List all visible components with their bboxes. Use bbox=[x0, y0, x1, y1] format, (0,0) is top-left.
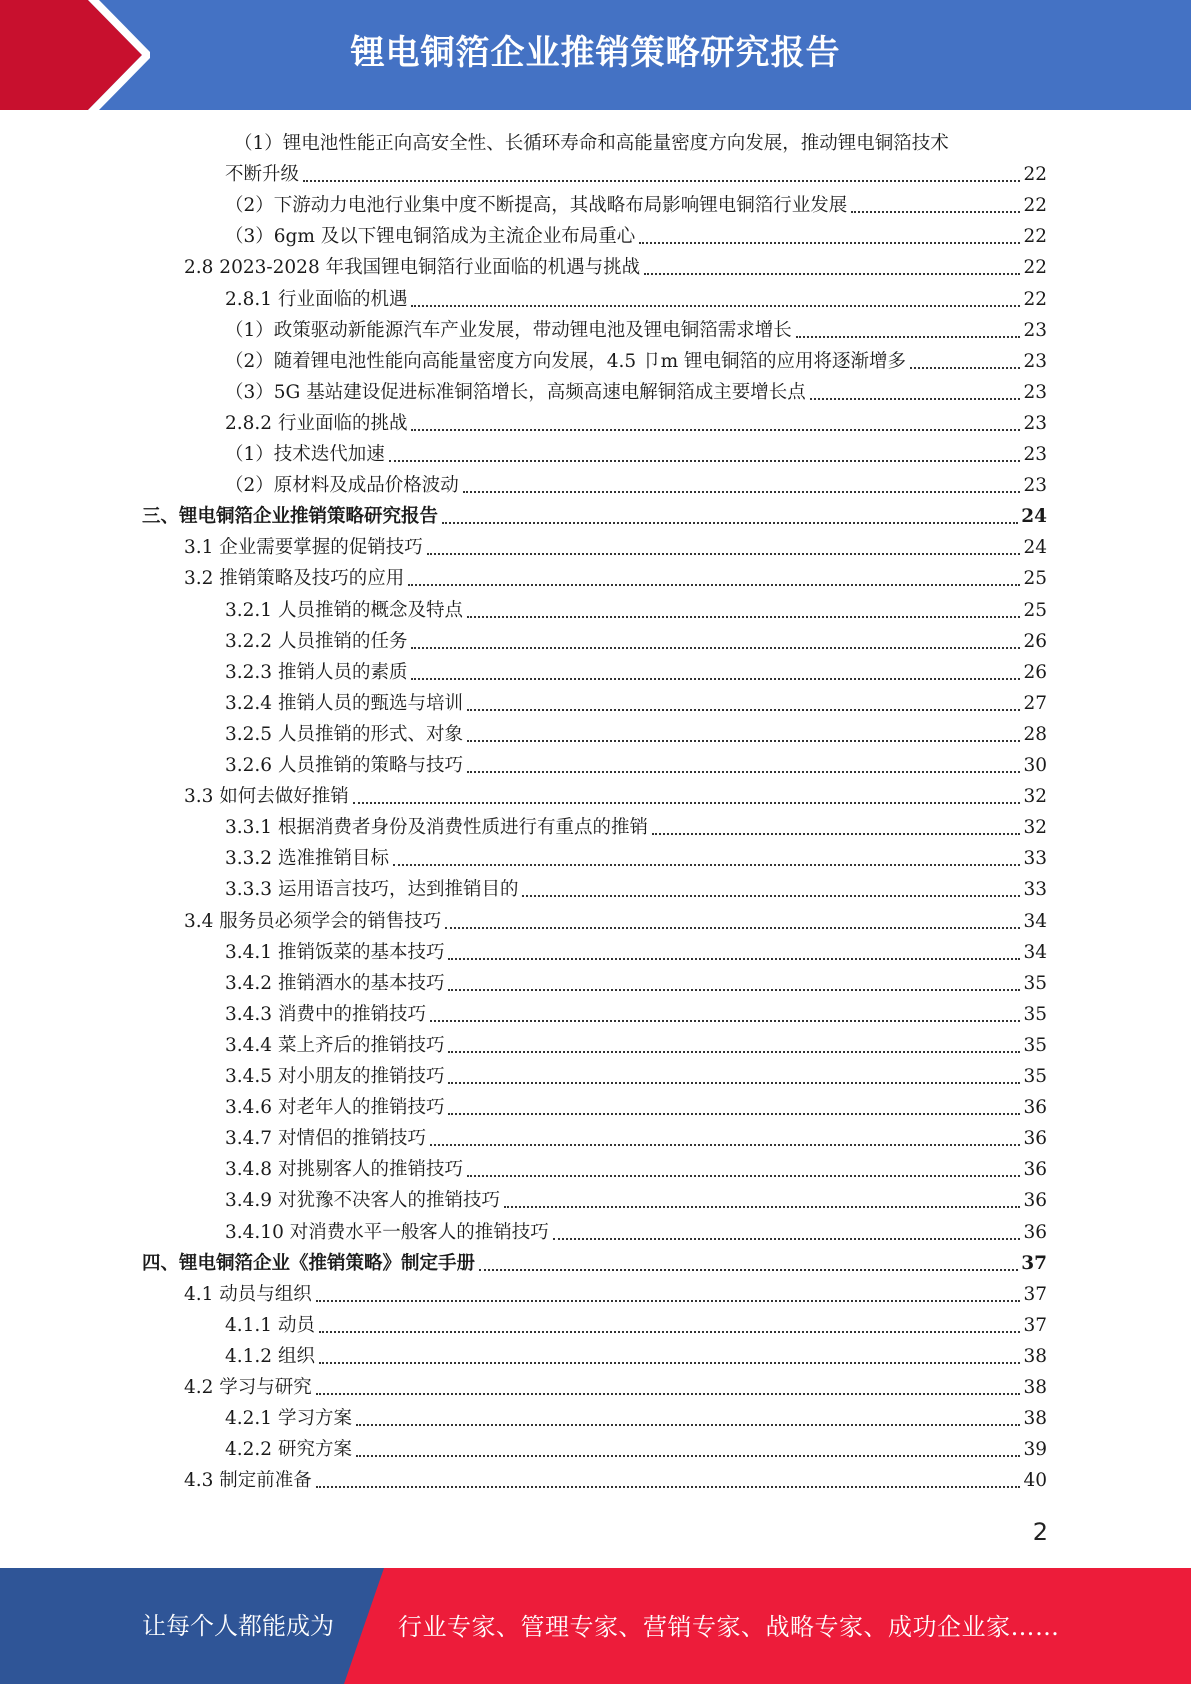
toc-entry-label: 3.2.1 人员推销的概念及特点 bbox=[225, 600, 463, 621]
dot-leader bbox=[851, 211, 1020, 213]
toc-entry[interactable] bbox=[225, 1219, 1047, 1247]
dot-leader bbox=[796, 336, 1021, 338]
toc-entry[interactable] bbox=[225, 1125, 1047, 1153]
footer-slogan-right: 行业专家、管理专家、营销专家、战略专家、成功企业家…… bbox=[398, 1613, 1060, 1641]
toc-entry-page: 33 bbox=[1023, 848, 1047, 869]
toc-entry-page: 23 bbox=[1023, 382, 1047, 403]
dot-leader bbox=[411, 305, 1020, 307]
toc-entry-label: 3.4.1 推销饭菜的基本技巧 bbox=[225, 942, 445, 963]
toc-entry[interactable] bbox=[225, 379, 1047, 407]
toc-entry-label: 3.4.7 对情侣的推销技巧 bbox=[225, 1128, 426, 1149]
toc-entry[interactable] bbox=[184, 534, 1047, 562]
dot-leader bbox=[639, 242, 1020, 244]
toc-entry-label: 3.4.9 对犹豫不决客人的推销技巧 bbox=[225, 1190, 500, 1211]
toc-entry-page: 25 bbox=[1023, 568, 1047, 589]
toc-entry-page: 26 bbox=[1023, 631, 1047, 652]
toc-entry[interactable] bbox=[184, 1281, 1047, 1309]
dot-leader bbox=[389, 460, 1021, 462]
page-header bbox=[0, 0, 1191, 110]
dot-leader bbox=[448, 958, 1020, 960]
toc-entry[interactable] bbox=[225, 1405, 1047, 1433]
toc-entry-page: 28 bbox=[1023, 724, 1047, 745]
toc-entry-label: 3.2.4 推销人员的甄选与培训 bbox=[225, 693, 463, 714]
toc-entry[interactable] bbox=[225, 1063, 1047, 1091]
toc-entry[interactable] bbox=[184, 1374, 1047, 1402]
toc-entry[interactable] bbox=[225, 970, 1047, 998]
toc-entry[interactable] bbox=[225, 1187, 1047, 1215]
dot-leader bbox=[448, 1113, 1020, 1115]
dot-leader bbox=[479, 1269, 1018, 1271]
toc-entry-page: 23 bbox=[1023, 444, 1047, 465]
toc-entry-label: （1）技术迭代加速 bbox=[225, 444, 385, 465]
dot-leader bbox=[319, 1331, 1021, 1333]
dot-leader bbox=[408, 584, 1020, 586]
toc-entry-label: 3.2 推销策略及技巧的应用 bbox=[184, 568, 405, 589]
toc-entry-page: 32 bbox=[1023, 817, 1047, 838]
dot-leader bbox=[467, 771, 1020, 773]
dot-leader bbox=[448, 1051, 1020, 1053]
toc-entry-page: 30 bbox=[1023, 755, 1047, 776]
toc-entry-page: 36 bbox=[1023, 1190, 1047, 1211]
page-number: 2 bbox=[1032, 1518, 1048, 1546]
toc-entry[interactable] bbox=[184, 565, 1047, 593]
toc-entry-label: 3.4.2 推销酒水的基本技巧 bbox=[225, 973, 445, 994]
toc-entry-label: 四、锂电铜箔企业《推销策略》制定手册 bbox=[142, 1253, 476, 1274]
dot-leader bbox=[393, 864, 1020, 866]
toc-entry-page: 35 bbox=[1023, 1035, 1047, 1056]
dot-leader bbox=[467, 1175, 1020, 1177]
toc-entry-page: 35 bbox=[1023, 973, 1047, 994]
toc-entry-page: 25 bbox=[1023, 600, 1047, 621]
toc-entry[interactable] bbox=[225, 876, 1047, 904]
toc-entry-page: 36 bbox=[1023, 1222, 1047, 1243]
header-title: 锂电铜箔企业推销策略研究报告 bbox=[350, 33, 841, 73]
toc-entry-page: 36 bbox=[1023, 1159, 1047, 1180]
dot-leader bbox=[644, 273, 1020, 275]
toc-entry-label: 4.1.2 组织 bbox=[225, 1346, 315, 1367]
toc-entry-label: 4.1 动员与组织 bbox=[184, 1284, 312, 1305]
toc-entry[interactable] bbox=[225, 845, 1047, 873]
dot-leader bbox=[553, 1238, 1021, 1240]
dot-leader bbox=[356, 1424, 1021, 1426]
toc-entry[interactable] bbox=[225, 223, 1047, 251]
toc-entry-page: 22 bbox=[1023, 195, 1047, 216]
toc-entry-label: 3.3.3 运用语言技巧，达到推销目的 bbox=[225, 879, 519, 900]
dot-leader bbox=[316, 1486, 1021, 1488]
toc-entry-page: 23 bbox=[1023, 413, 1047, 434]
dot-leader bbox=[316, 1393, 1021, 1395]
toc-entry-label: 2.8.2 行业面临的挑战 bbox=[225, 413, 408, 434]
dot-leader bbox=[353, 802, 1021, 804]
toc-entry-page: 23 bbox=[1023, 475, 1047, 496]
dot-leader bbox=[504, 1206, 1020, 1208]
dot-leader bbox=[316, 1300, 1021, 1302]
toc-entry-page: 39 bbox=[1023, 1439, 1047, 1460]
toc-entry[interactable] bbox=[225, 659, 1047, 687]
toc-entry-page: 23 bbox=[1023, 351, 1047, 372]
toc-entry[interactable] bbox=[142, 1250, 1047, 1278]
toc-entry[interactable] bbox=[225, 1001, 1047, 1029]
toc-entry-page: 38 bbox=[1023, 1346, 1047, 1367]
toc-entry[interactable] bbox=[225, 317, 1047, 345]
toc-entry-page: 23 bbox=[1023, 320, 1047, 341]
dot-leader bbox=[910, 367, 1020, 369]
toc-entry[interactable] bbox=[225, 1436, 1047, 1464]
dot-leader bbox=[522, 895, 1020, 897]
toc-entry[interactable] bbox=[225, 721, 1047, 749]
toc-entry[interactable] bbox=[225, 441, 1047, 469]
toc-entry-label: 3.2.6 人员推销的策略与技巧 bbox=[225, 755, 463, 776]
dot-leader bbox=[411, 678, 1020, 680]
dot-leader bbox=[427, 553, 1021, 555]
toc-entry[interactable] bbox=[225, 752, 1047, 780]
toc-entry[interactable] bbox=[225, 690, 1047, 718]
dot-leader bbox=[463, 491, 1021, 493]
toc-entry[interactable] bbox=[225, 1094, 1047, 1122]
dot-leader bbox=[430, 1144, 1020, 1146]
toc-entry-page: 26 bbox=[1023, 662, 1047, 683]
toc-entry-page: 40 bbox=[1023, 1470, 1047, 1491]
toc-entry-label: 3.3.1 根据消费者身份及消费性质进行有重点的推销 bbox=[225, 817, 648, 838]
toc-entry[interactable] bbox=[225, 1156, 1047, 1184]
toc-entry[interactable] bbox=[225, 472, 1047, 500]
toc-entry-label: 3.2.2 人员推销的任务 bbox=[225, 631, 408, 652]
toc-entry-label: 3.4.5 对小朋友的推销技巧 bbox=[225, 1066, 445, 1087]
toc-entry-label: （2）下游动力电池行业集中度不断提高，其战略布局影响锂电铜箔行业发展 bbox=[225, 195, 848, 216]
dot-leader bbox=[356, 1455, 1021, 1457]
toc-entry-page: 32 bbox=[1023, 786, 1047, 807]
dot-leader bbox=[448, 1082, 1020, 1084]
dot-leader bbox=[467, 709, 1020, 711]
toc-entry-label: 2.8.1 行业面临的机遇 bbox=[225, 289, 408, 310]
toc-entry-label: （1）政策驱动新能源汽车产业发展，带动锂电池及锂电铜箔需求增长 bbox=[225, 320, 792, 341]
toc-entry-label: （3）5G 基站建设促进标准铜箔增长，高频高速电解铜箔成主要增长点 bbox=[225, 382, 806, 403]
dot-leader bbox=[430, 1020, 1020, 1022]
toc-entry-page: 34 bbox=[1023, 911, 1047, 932]
toc-entry-page: 36 bbox=[1023, 1097, 1047, 1118]
toc-entry-label: 3.1 企业需要掌握的促销技巧 bbox=[184, 537, 423, 558]
dot-leader bbox=[411, 429, 1020, 431]
toc-entry-page: 35 bbox=[1023, 1004, 1047, 1025]
toc-entry[interactable] bbox=[142, 503, 1047, 531]
toc-entry-label: 3.2.5 人员推销的形式、对象 bbox=[225, 724, 463, 745]
toc-entry-page: 22 bbox=[1023, 289, 1047, 310]
toc-entry-label: 3.2.3 推销人员的素质 bbox=[225, 662, 408, 683]
toc-entry[interactable] bbox=[184, 908, 1047, 936]
toc-entry-label: 三、锂电铜箔企业推销策略研究报告 bbox=[142, 506, 439, 527]
toc-entry-page: 36 bbox=[1023, 1128, 1047, 1149]
toc-entry-page: 38 bbox=[1023, 1377, 1047, 1398]
toc-entry-page: 34 bbox=[1023, 942, 1047, 963]
dot-leader bbox=[411, 647, 1020, 649]
dot-leader bbox=[319, 1362, 1021, 1364]
toc-entry-label: （2）原材料及成品价格波动 bbox=[225, 475, 459, 496]
toc-entry-page: 22 bbox=[1023, 164, 1047, 185]
dot-leader bbox=[652, 833, 1020, 835]
toc-entry[interactable] bbox=[225, 348, 1047, 376]
toc-entry[interactable] bbox=[225, 161, 1047, 189]
toc-entry[interactable] bbox=[184, 254, 1047, 282]
toc-entry[interactable] bbox=[225, 1312, 1047, 1340]
toc-entry-label: 4.2.1 学习方案 bbox=[225, 1408, 352, 1429]
toc-entry[interactable] bbox=[225, 1032, 1047, 1060]
toc-entry-page: 24 bbox=[1023, 537, 1047, 558]
toc-entry-page: 22 bbox=[1023, 257, 1047, 278]
toc-entry-label: 不断升级 bbox=[225, 164, 300, 185]
toc-entry[interactable] bbox=[184, 1467, 1047, 1495]
toc-entry[interactable] bbox=[225, 286, 1047, 314]
toc-entry-page: 37 bbox=[1023, 1315, 1047, 1336]
toc-entry-page: 37 bbox=[1021, 1253, 1047, 1274]
toc-entry[interactable] bbox=[225, 192, 1047, 220]
dot-leader bbox=[303, 180, 1020, 182]
toc-entry[interactable] bbox=[225, 1343, 1047, 1371]
toc-entry-page: 35 bbox=[1023, 1066, 1047, 1087]
toc-entry-label: 3.4.8 对挑剔客人的推销技巧 bbox=[225, 1159, 463, 1180]
toc-entry-page: 22 bbox=[1023, 226, 1047, 247]
toc-entry-label: 4.1.1 动员 bbox=[225, 1315, 315, 1336]
toc-entry-label: 3.4.6 对老年人的推销技巧 bbox=[225, 1097, 445, 1118]
toc-entry-label: 3.4.4 菜上齐后的推销技巧 bbox=[225, 1035, 445, 1056]
toc-entry-label: （3）6gm 及以下锂电铜箔成为主流企业布局重心 bbox=[225, 226, 636, 247]
dot-leader bbox=[467, 740, 1020, 742]
toc-entry-label: 3.4.3 消费中的推销技巧 bbox=[225, 1004, 426, 1025]
dot-leader bbox=[442, 522, 1018, 524]
toc-entry[interactable] bbox=[225, 410, 1047, 438]
toc-entry-text: （1）锂电池性能正向高安全性、长循环寿命和高能量密度方向发展，推动锂电铜箔技术 bbox=[234, 133, 949, 154]
footer-slogan-left: 让每个人都能成为 bbox=[142, 1612, 334, 1640]
toc-entry[interactable] bbox=[225, 939, 1047, 967]
toc-entry[interactable] bbox=[225, 814, 1047, 842]
toc-entry-page: 24 bbox=[1021, 506, 1047, 527]
toc-entry-label: 3.4 服务员必须学会的销售技巧 bbox=[184, 911, 442, 932]
toc-entry-page: 27 bbox=[1023, 693, 1047, 714]
toc-entry-label: 3.3 如何去做好推销 bbox=[184, 786, 349, 807]
page-footer bbox=[0, 1568, 1191, 1684]
toc-entry-label: 4.3 制定前准备 bbox=[184, 1470, 312, 1491]
dot-leader bbox=[445, 927, 1020, 929]
toc-entry[interactable] bbox=[184, 783, 1047, 811]
toc-entry[interactable] bbox=[225, 628, 1047, 656]
toc-entry-page: 37 bbox=[1023, 1284, 1047, 1305]
toc-entry-label: 2.8 2023-2028 年我国锂电铜箔行业面临的机遇与挑战 bbox=[184, 257, 641, 278]
dot-leader bbox=[448, 989, 1020, 991]
dot-leader bbox=[467, 616, 1020, 618]
dot-leader bbox=[810, 398, 1021, 400]
toc-entry-label: 4.2 学习与研究 bbox=[184, 1377, 312, 1398]
toc-entry[interactable] bbox=[225, 597, 1047, 625]
toc-entry-label: 4.2.2 研究方案 bbox=[225, 1439, 352, 1460]
toc-entry-page: 38 bbox=[1023, 1408, 1047, 1429]
toc-entry-label: 3.3.2 选准推销目标 bbox=[225, 848, 389, 869]
toc-entry-label: （2）随着锂电池性能向高能量密度方向发展，4.5 卩m 锂电铜箔的应用将逐渐增多 bbox=[225, 351, 906, 372]
toc-entry-page: 33 bbox=[1023, 879, 1047, 900]
toc-entry-label: 3.4.10 对消费水平一般客人的推销技巧 bbox=[225, 1222, 549, 1243]
